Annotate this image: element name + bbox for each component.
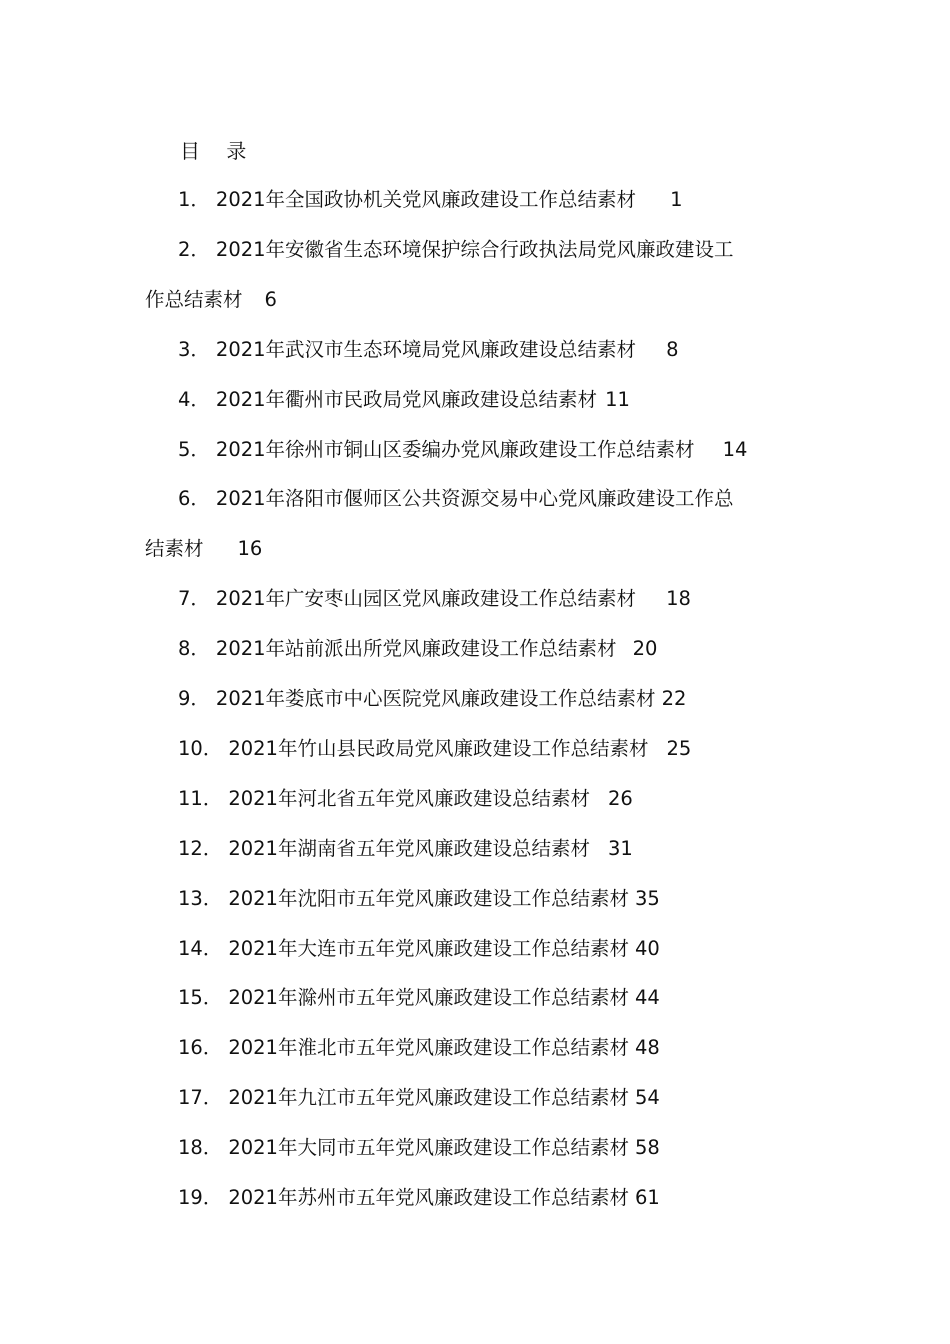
toc-entry-text: 2021年沈阳市五年党风廉政建设工作总结素材 [228, 886, 629, 910]
toc-entry-page: 6 [264, 287, 277, 311]
toc-entry-text: 2021年滁州市五年党风廉政建设工作总结素材 [228, 986, 629, 1010]
toc-entry-number: 19． [178, 1186, 223, 1209]
toc-entry-text: 2021年徐州市铜山区委编办党风廉政建设工作总结素材 [215, 437, 695, 461]
toc-entry-page: 44 [634, 986, 660, 1010]
toc-entry-text: 2021年河北省五年党风廉政建设总结素材 [228, 786, 590, 810]
toc-entry-text: 2021年大连市五年党风廉政建设工作总结素材 [228, 936, 629, 960]
toc-entry-page: 35 [634, 886, 660, 910]
toc-entry [178, 983, 660, 1013]
toc-entry-number: 1． [178, 188, 210, 211]
toc-entry-text: 2021年洛阳市偃师区公共资源交易中心党风廉政建设工作总 [215, 487, 734, 511]
toc-entry-number: 11． [178, 786, 223, 810]
toc-entry [178, 235, 734, 265]
toc-entry [178, 185, 682, 215]
toc-entry-page: 48 [634, 1036, 660, 1060]
toc-entry-number: 8． [178, 637, 210, 661]
toc-entry-text: 2021年安徽省生态环境保护综合行政执法局党风廉政建设工 [215, 237, 734, 261]
toc-entry-page: 58 [634, 1136, 660, 1160]
toc-entry-text: 2021年湖南省五年党风廉政建设总结素材 [228, 836, 590, 860]
toc-entry-text-continued: 作总结素材 [145, 287, 243, 311]
toc-entry [178, 584, 691, 614]
toc-entry [178, 684, 686, 714]
toc-entry-text: 2021年淮北市五年党风廉政建设工作总结素材 [228, 1036, 629, 1060]
toc-entry [178, 834, 633, 864]
toc-entry-text: 2021年武汉市生态环境局党风廉政建设总结素材 [215, 337, 637, 361]
toc-entry-number: 9． [178, 687, 210, 710]
toc-entry-number: 10． [178, 736, 223, 760]
toc-entry-page: 54 [634, 1086, 660, 1110]
toc-entry-number: 18． [178, 1136, 223, 1160]
toc-entry [178, 1033, 660, 1063]
toc-entry [178, 435, 747, 465]
toc-entry-number: 3． [178, 337, 210, 361]
toc-entry-page: 11 [605, 387, 630, 411]
toc-entry-text: 2021年全国政协机关党风廉政建设工作总结素材 [215, 188, 637, 211]
toc-entry-page: 25 [666, 736, 692, 760]
toc-entry-text-continued: 结素材 [145, 537, 204, 561]
toc-entry-page: 16 [237, 537, 263, 561]
toc-entry [178, 385, 630, 415]
toc-title: 目 录 [180, 139, 257, 163]
toc-entry-text: 2021年广安枣山园区党风廉政建设工作总结素材 [215, 587, 637, 611]
toc-entry-number: 16． [178, 1036, 223, 1060]
toc-entry-page: 22 [661, 687, 687, 710]
toc-entry-continuation [145, 534, 262, 564]
toc-entry-page: 1 [670, 188, 683, 211]
toc-entry-page: 61 [634, 1186, 660, 1209]
toc-entry-number: 15． [178, 986, 223, 1010]
toc-entry-number: 6． [178, 487, 210, 511]
toc-entry-page: 40 [634, 936, 660, 960]
toc-entry-number: 12． [178, 836, 223, 860]
toc-entry-text: 2021年站前派出所党风廉政建设工作总结素材 [215, 637, 617, 661]
toc-entry [178, 484, 734, 514]
toc-entry [178, 1133, 660, 1163]
toc-entry [178, 934, 660, 964]
toc-entry-page: 18 [666, 587, 691, 611]
toc-entry-page: 14 [722, 437, 748, 461]
toc-entry [178, 634, 657, 664]
toc-entry [178, 1183, 660, 1213]
toc-entry-text: 2021年竹山县民政局党风廉政建设工作总结素材 [228, 736, 649, 760]
toc-entry-number: 7． [178, 587, 210, 611]
toc-entry-text: 2021年九江市五年党风廉政建设工作总结素材 [228, 1086, 629, 1110]
toc-entry [178, 335, 678, 365]
toc-entry-number: 14． [178, 936, 223, 960]
toc-entry-continuation [145, 285, 277, 315]
toc-entry [178, 1083, 660, 1113]
toc-entry-number: 2． [178, 237, 210, 261]
toc-entry-text: 2021年娄底市中心医院党风廉政建设工作总结素材 [215, 687, 656, 710]
toc-entry [178, 734, 691, 764]
toc-entry [178, 884, 660, 914]
toc-entry-number: 5． [178, 437, 210, 461]
toc-entry-page: 8 [666, 337, 679, 361]
toc-entry-number: 17． [178, 1086, 223, 1110]
toc-entry-number: 4． [178, 387, 210, 411]
toc-entry-text: 2021年衢州市民政局党风廉政建设总结素材 [215, 387, 598, 411]
toc-entry-text: 2021年大同市五年党风廉政建设工作总结素材 [228, 1136, 629, 1160]
toc-entry-number: 13． [178, 886, 223, 910]
toc-entry-page: 31 [607, 836, 633, 860]
toc-entry-text: 2021年苏州市五年党风廉政建设工作总结素材 [228, 1186, 629, 1209]
toc-entry-page: 26 [607, 786, 633, 810]
toc-entry-page: 20 [632, 637, 658, 661]
toc-entry [178, 784, 633, 814]
